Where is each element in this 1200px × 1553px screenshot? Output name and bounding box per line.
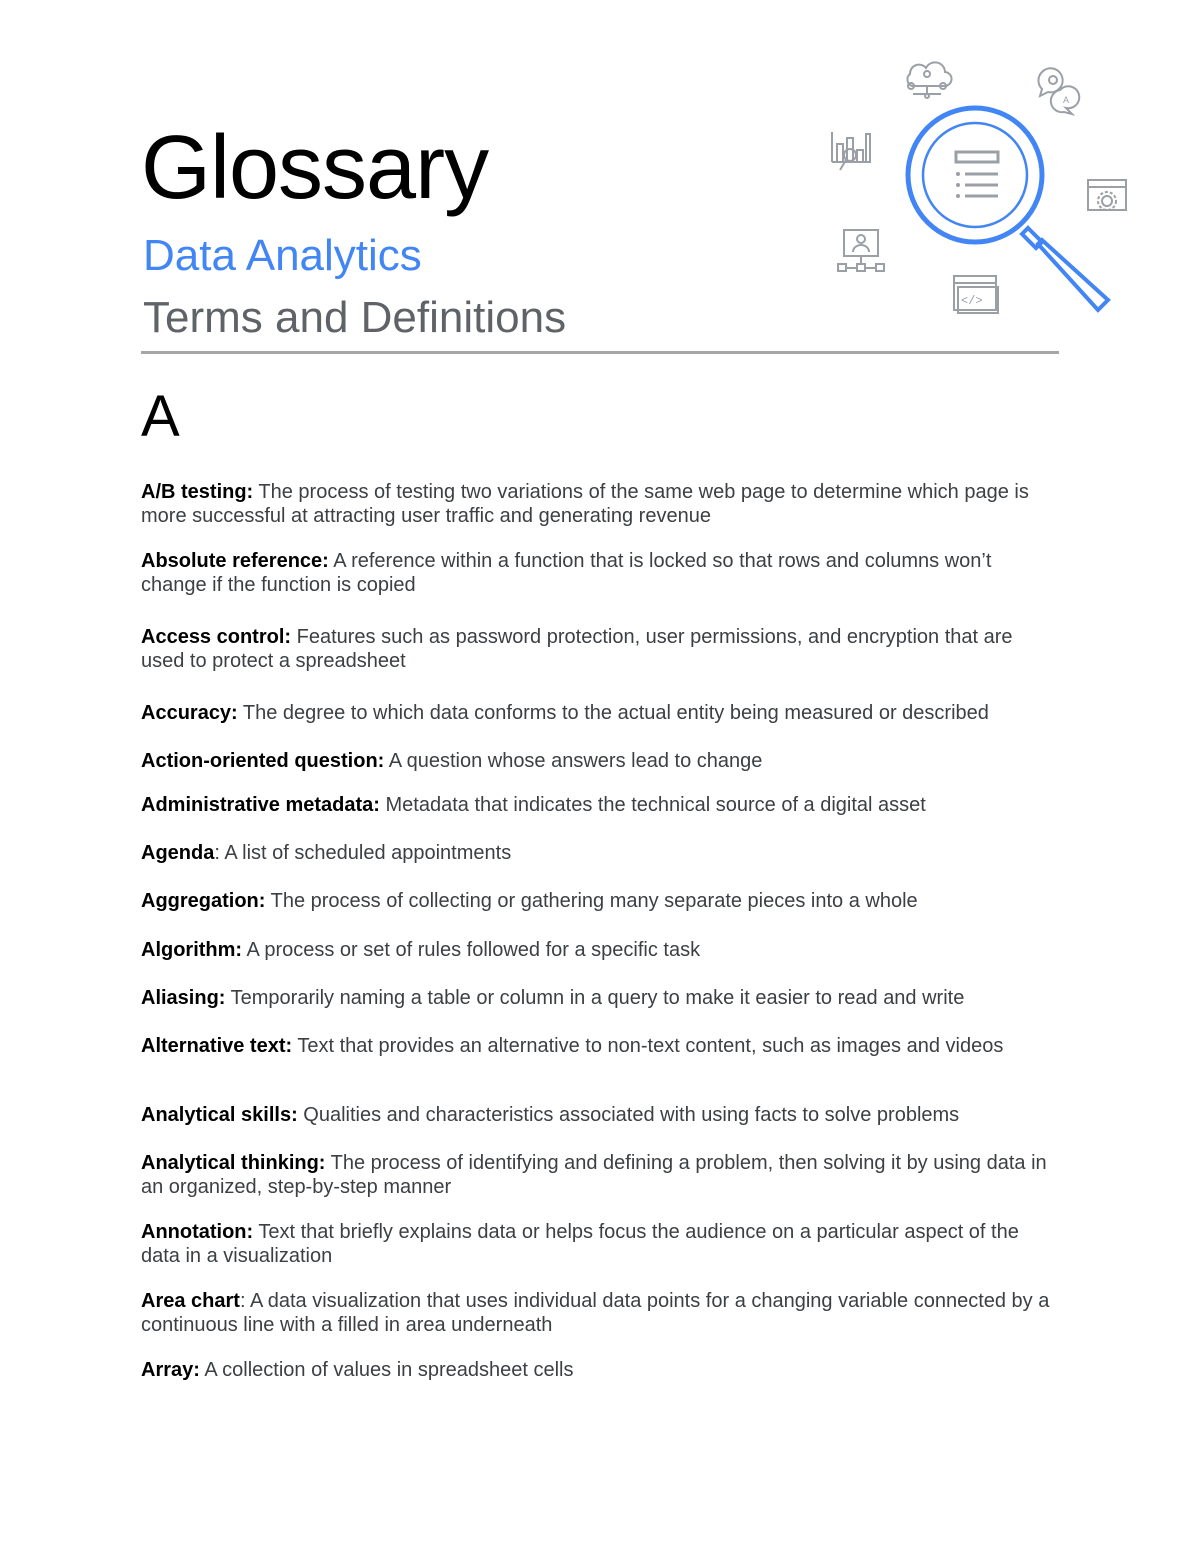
glossary-entry [141, 986, 1059, 1010]
code-window-icon [954, 276, 998, 313]
glossary-entry [141, 1358, 1059, 1382]
term-name: Absolute reference: [141, 550, 329, 572]
term-definition: A reference within a function that is locked so that rows and columns won’t change if the function is copied [141, 550, 992, 596]
term-definition: Qualities and characteristics associated with using facts to solve problems [297, 1104, 960, 1126]
term-definition: A question whose answers lead to change [384, 750, 763, 772]
course-subtitle: Data Analytics [143, 231, 422, 280]
term-definition: The process of testing two variations of the same web page to determine which page is more successful at attracting user traffic and generating revenue [141, 481, 1029, 527]
term-name: Alternative text: [141, 1035, 293, 1057]
term-definition: : A data visualization that uses individual data points for a changing variable connected by a continuous line with a filled in area underneath [141, 1290, 1050, 1336]
magnifier-list-icon [908, 108, 1108, 310]
term-name: Algorithm: [141, 939, 243, 961]
section-letter: A [141, 384, 180, 449]
glossary-entry [141, 1034, 1059, 1058]
page-title: Glossary [141, 118, 489, 218]
glossary-entry [141, 841, 1059, 865]
term-definition: The process of identifying and defining a problem, then solving it by using data in an organized, step-by-step manner [141, 1152, 1047, 1198]
term-definition: : A list of scheduled appointments [214, 842, 512, 864]
chart-analysis-icon [832, 132, 870, 170]
glossary-entry [141, 889, 1059, 913]
term-name: Aliasing: [141, 987, 226, 1009]
glossary-entry [141, 625, 1059, 673]
term-definition: Temporarily naming a table or column in a query to make it easier to read and write [225, 987, 965, 1009]
glossary-entry [141, 749, 1059, 773]
glossary-entry [141, 701, 1059, 725]
term-name: Agenda [141, 842, 215, 864]
chat-search-icon [1038, 68, 1079, 114]
glossary-entry [141, 549, 1059, 597]
term-definition: A collection of values in spreadsheet cells [199, 1359, 574, 1381]
svg-text:</>: </> [961, 294, 983, 308]
glossary-entry [141, 1151, 1059, 1199]
header-illustration [820, 40, 1140, 330]
glossary-entry [141, 480, 1059, 528]
user-flowchart-icon [838, 230, 884, 271]
svg-text:A: A [1063, 95, 1070, 105]
doc-tagline: Terms and Definitions [143, 293, 567, 342]
term-name: Access control: [141, 626, 292, 648]
term-definition: The degree to which data conforms to the actual entity being measured or described [237, 702, 989, 724]
term-name: Annotation: [141, 1221, 254, 1243]
term-name: Administrative metadata: [141, 794, 380, 816]
term-definition: A process or set of rules followed for a specific task [242, 939, 701, 961]
term-name: Analytical thinking: [141, 1152, 326, 1174]
term-definition: Features such as password protection, user permissions, and encryption that are used to protect a spreadsheet [141, 626, 1013, 672]
cloud-network-icon [907, 62, 951, 98]
glossary-entry [141, 793, 1059, 817]
glossary-entry [141, 1103, 1059, 1127]
term-name: A/B testing: [141, 481, 254, 503]
term-definition: The process of collecting or gathering many separate pieces into a whole [265, 890, 918, 912]
glossary-entry [141, 1289, 1059, 1337]
term-name: Area chart [141, 1290, 240, 1312]
term-definition: Metadata that indicates the technical source of a digital asset [379, 794, 926, 816]
term-definition: Text that briefly explains data or helps focus the audience on a particular aspect of the data in a visualization [141, 1221, 1019, 1267]
settings-window-icon [1088, 180, 1126, 210]
term-definition: Text that provides an alternative to non-text content, such as images and videos [292, 1035, 1004, 1057]
glossary-entry [141, 1220, 1059, 1268]
term-name: Action-oriented question: [141, 750, 385, 772]
header-divider [141, 351, 1059, 354]
term-name: Aggregation: [141, 890, 266, 912]
term-name: Accuracy: [141, 702, 238, 724]
glossary-entry [141, 938, 1059, 962]
term-name: Analytical skills: [141, 1104, 298, 1126]
term-name: Array: [141, 1359, 200, 1381]
